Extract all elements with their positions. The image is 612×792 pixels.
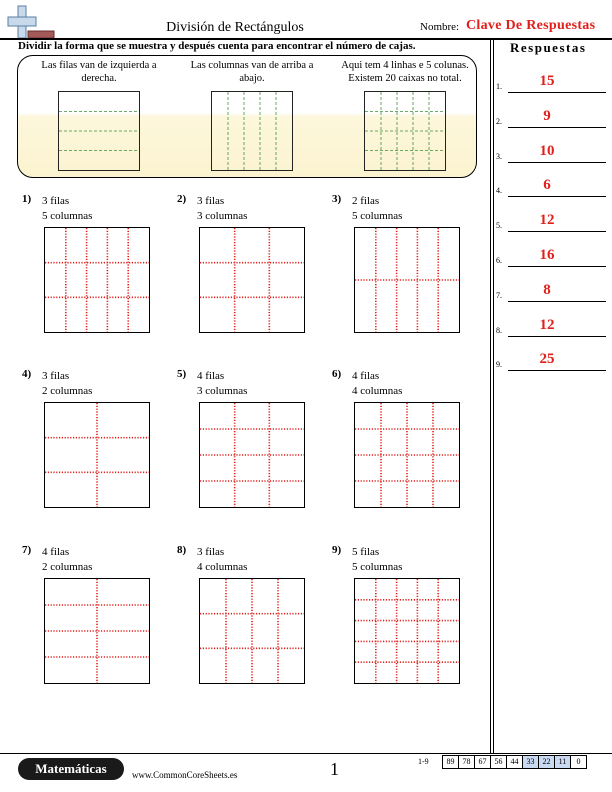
answer-row: [496, 73, 606, 93]
answer-value: 8: [543, 281, 551, 298]
problem-rectangle-grid: [44, 578, 150, 684]
score-cell: 56: [490, 755, 507, 769]
problem-rows-label: 4 filas: [42, 546, 70, 558]
answer-row: [496, 317, 606, 337]
answer-number: 4.: [496, 186, 502, 196]
problem-rectangle-grid: [199, 578, 305, 684]
answer-number: 6.: [496, 256, 502, 265]
answer-column-divider-inner: [493, 38, 494, 753]
problem-rectangle-grid: [354, 578, 460, 684]
problem-number: 4): [22, 368, 32, 380]
problem-number: 5): [177, 368, 187, 380]
answer-line: [508, 301, 606, 302]
answer-row: [496, 282, 606, 302]
problem-rectangle-grid: [199, 227, 305, 333]
problem-columns-label: 4 columnas: [352, 385, 403, 397]
answer-value: 12: [539, 316, 555, 333]
answer-value: 12: [539, 212, 555, 229]
problem-rows-label: 3 filas: [197, 546, 225, 558]
example-3-text: Aqui tem 4 linhas e 5 colunas. Existem 20 caixas no total.: [341, 60, 469, 84]
answer-row: [496, 212, 606, 232]
problem-columns-label: 5 columnas: [352, 561, 403, 573]
answer-number: 8.: [496, 325, 502, 335]
problem-rows-label: 4 filas: [197, 370, 225, 382]
example-2-text: Las columnas van de arriba a abajo.: [190, 60, 314, 84]
score-cell: 89: [442, 755, 459, 769]
problem-rows-label: 4 filas: [352, 370, 380, 382]
answer-number: 5.: [496, 221, 502, 231]
problem-columns-label: 5 columnas: [352, 210, 403, 222]
problem-number: 1): [22, 193, 32, 205]
score-cell: 44: [506, 755, 523, 769]
answer-row: [496, 143, 606, 163]
answer-column-divider: [490, 38, 491, 753]
score-cell: 0: [570, 755, 587, 769]
answer-row: [496, 108, 606, 128]
answer-value: 6: [543, 177, 551, 194]
problem-rectangle-grid: [44, 402, 150, 508]
answer-line: [508, 92, 606, 93]
page-title: División de Rectángulos: [166, 20, 304, 35]
answer-line: [508, 370, 606, 371]
answer-number: 3.: [496, 151, 502, 161]
answer-number: 2.: [496, 116, 502, 126]
subject-badge: Matemáticas: [18, 758, 124, 780]
example-1-rows-grid: [58, 91, 140, 171]
problem-rectangle-grid: [199, 402, 305, 508]
name-value: Clave De Respuestas: [466, 18, 596, 33]
page-number: 1: [330, 759, 339, 779]
footer-divider: [0, 753, 612, 754]
answer-line: [508, 231, 606, 232]
answer-line: [508, 127, 606, 128]
answer-line: [508, 266, 606, 267]
answer-value: 10: [539, 142, 555, 159]
problem-rectangle-grid: [354, 402, 460, 508]
problem-columns-label: 3 columnas: [197, 385, 248, 397]
instructions: Dividir la forma que se muestra y después cuenta para encontrar el número de cajas.: [18, 40, 416, 52]
problem-rows-label: 5 filas: [352, 546, 380, 558]
problem-rows-label: 3 filas: [197, 195, 225, 207]
answer-row: [496, 247, 606, 267]
problem-number: 8): [177, 544, 187, 556]
answer-line: [508, 196, 606, 197]
answers-heading: Respuestas: [510, 40, 587, 55]
problem-number: 7): [22, 544, 32, 556]
score-table: [443, 755, 587, 769]
score-range: 1-9: [418, 757, 429, 766]
name-label: Nombre:: [420, 21, 460, 33]
problem-columns-label: 2 columnas: [42, 385, 93, 397]
problem-rectangle-grid: [44, 227, 150, 333]
answer-number: 7.: [496, 290, 502, 300]
example-3-full-grid: [364, 91, 446, 171]
score-cell: 11: [554, 755, 571, 769]
answer-number: 1.: [496, 82, 502, 91]
problem-number: 9): [332, 544, 342, 556]
answer-row: [496, 177, 606, 197]
problem-columns-label: 5 columnas: [42, 210, 93, 222]
example-2-columns-grid: [211, 91, 293, 171]
score-cell: 33: [522, 755, 539, 769]
problem-number: 3): [332, 193, 342, 205]
problem-rows-label: 3 filas: [42, 195, 70, 207]
score-cell: 67: [474, 755, 491, 769]
problem-columns-label: 4 columnas: [197, 561, 248, 573]
problem-rectangle-grid: [354, 227, 460, 333]
answer-value: 25: [539, 351, 555, 368]
answer-line: [508, 162, 606, 163]
score-cell: 78: [458, 755, 475, 769]
answer-number: 9.: [496, 360, 502, 370]
answer-line: [508, 336, 606, 337]
score-cell: 22: [538, 755, 555, 769]
problem-number: 2): [177, 193, 187, 205]
site-url: www.CommonCoreSheets.es: [132, 770, 238, 780]
answer-value: 15: [539, 73, 555, 89]
problem-columns-label: 2 columnas: [42, 561, 93, 573]
problem-rows-label: 2 filas: [352, 195, 380, 207]
answer-value: 9: [543, 107, 551, 124]
answer-row: [496, 351, 606, 371]
problem-rows-label: 3 filas: [42, 370, 70, 382]
problem-number: 6): [332, 368, 342, 380]
problem-columns-label: 3 columnas: [197, 210, 248, 222]
answer-value: 16: [539, 247, 555, 263]
example-1-text: Las filas van de izquierda a derecha.: [41, 60, 157, 84]
